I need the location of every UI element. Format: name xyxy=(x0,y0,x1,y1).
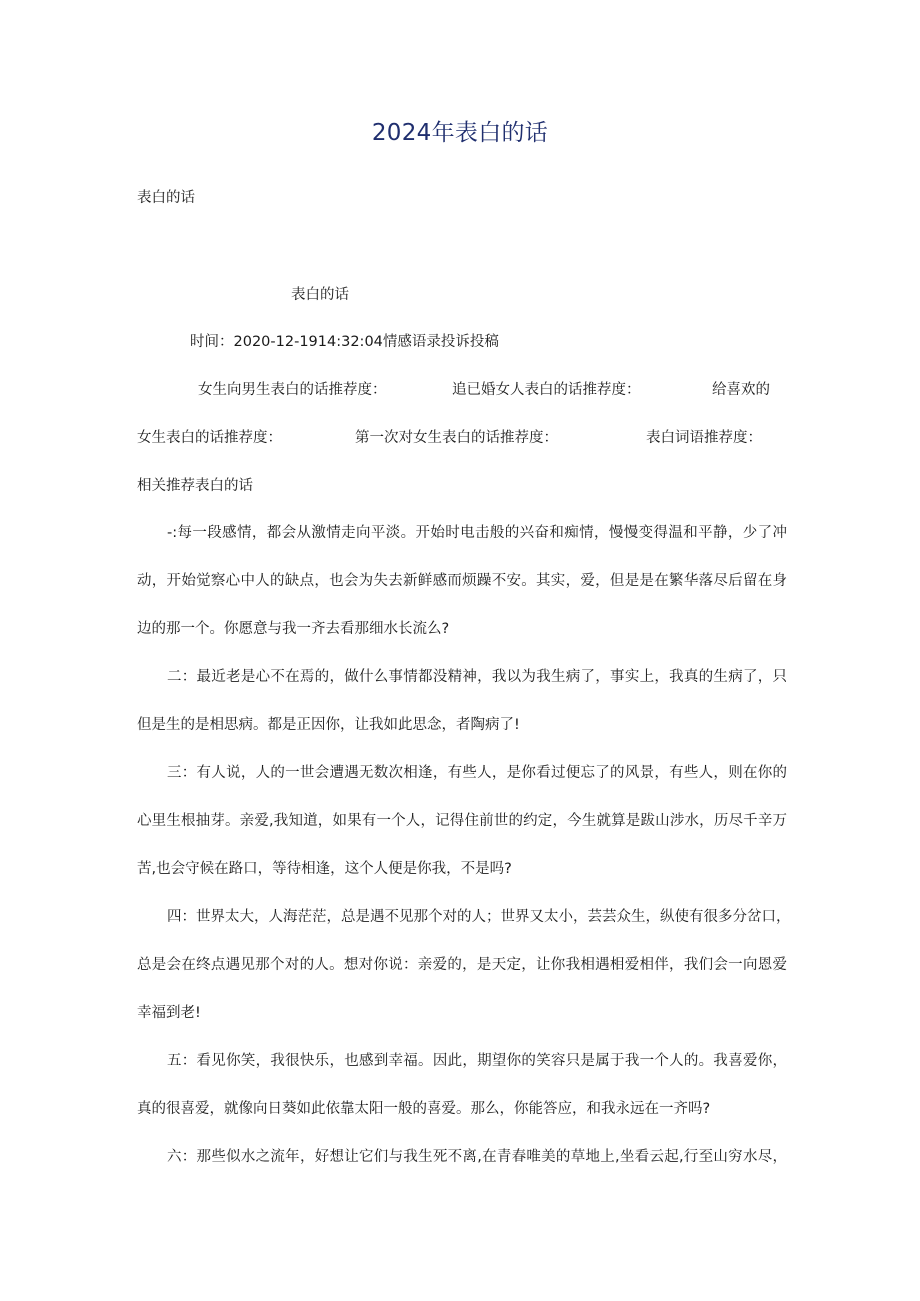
related-heading: 相关推荐表白的话 xyxy=(137,478,253,494)
paragraph xyxy=(137,523,787,667)
paragraph xyxy=(137,1147,787,1195)
paragraph xyxy=(137,1051,787,1147)
page-title: 2024年表白的话 xyxy=(371,120,549,146)
recommend-link[interactable]: 追已婚女人表白的话推荐度： xyxy=(452,382,641,398)
paragraph xyxy=(137,907,791,1051)
paragraph-line: 四：世界太大，人海茫茫，总是遇不见那个对的人；世界又太小，芸芸众生，纵使有很多分岔口， xyxy=(167,909,791,925)
paragraph-line: 心里生根抽芽。亲爱,我知道，如果有一个人，记得住前世的约定，今生就算是跋山涉水，历尽千辛万 xyxy=(137,813,787,829)
paragraph-line: 但是生的是相思病。都是正因你，让我如此思念，者陶病了! xyxy=(137,717,520,733)
subheading: 表白的话 xyxy=(137,190,195,206)
paragraph-line: 苦,也会守候在路口，等待相逢，这个人便是你我，不是吗? xyxy=(137,861,512,877)
recommend-link[interactable]: 给喜欢的 xyxy=(712,382,770,398)
article-title: 表白的话 xyxy=(291,287,349,303)
paragraph xyxy=(137,763,787,907)
paragraph-line: 五：看见你笑，我很快乐，也感到幸福。因此，期望你的笑容只是属于我一个人的。我喜爱你， xyxy=(167,1053,787,1069)
recommend-link[interactable]: 女生向男生表白的话推荐度： xyxy=(198,382,387,398)
recommend-link[interactable]: 表白词语推荐度： xyxy=(646,430,762,446)
paragraph-line: 真的很喜爱，就像向日葵如此依靠太阳一般的喜爱。那么，你能答应，和我永远在一齐吗? xyxy=(137,1101,711,1117)
paragraph-line: 边的那一个。你愿意与我一齐去看那细水长流么? xyxy=(137,621,450,637)
paragraph-line: -:每一段感情，都会从激情走向平淡。开始时电击般的兴奋和痴情，慢慢变得温和平静，少了冲 xyxy=(167,525,787,541)
meta-line: 时间：2020-12-1914:32:04情感语录投诉投稿 xyxy=(190,334,499,350)
paragraph-line: 总是会在终点遇见那个对的人。想对你说：亲爱的，是天定，让你我相遇相爱相伴，我们会一向恩爱 xyxy=(137,957,787,973)
paragraph xyxy=(137,667,787,763)
recommend-link[interactable]: 第一次对女生表白的话推荐度： xyxy=(355,430,558,446)
paragraph-line: 二：最近老是心不在焉的，做什么事情都没精神，我以为我生病了，事实上，我真的生病了，只 xyxy=(167,669,787,685)
paragraph-line: 六：那些似水之流年，好想让它们与我生死不离,在青春唯美的草地上,坐看云起,行至山穷水尽， xyxy=(167,1149,787,1165)
paragraph-line: 三：有人说，人的一世会遭遇无数次相逢，有些人，是你看过便忘了的风景，有些人，则在你的 xyxy=(167,765,787,781)
recommend-link[interactable]: 女生表白的话推荐度： xyxy=(137,430,282,446)
paragraph-line: 动，开始觉察心中人的缺点，也会为失去新鲜感而烦躁不安。其实，爱，但是是在繁华落尽后留在身 xyxy=(137,573,787,589)
paragraph-line: 幸福到老! xyxy=(137,1005,201,1021)
